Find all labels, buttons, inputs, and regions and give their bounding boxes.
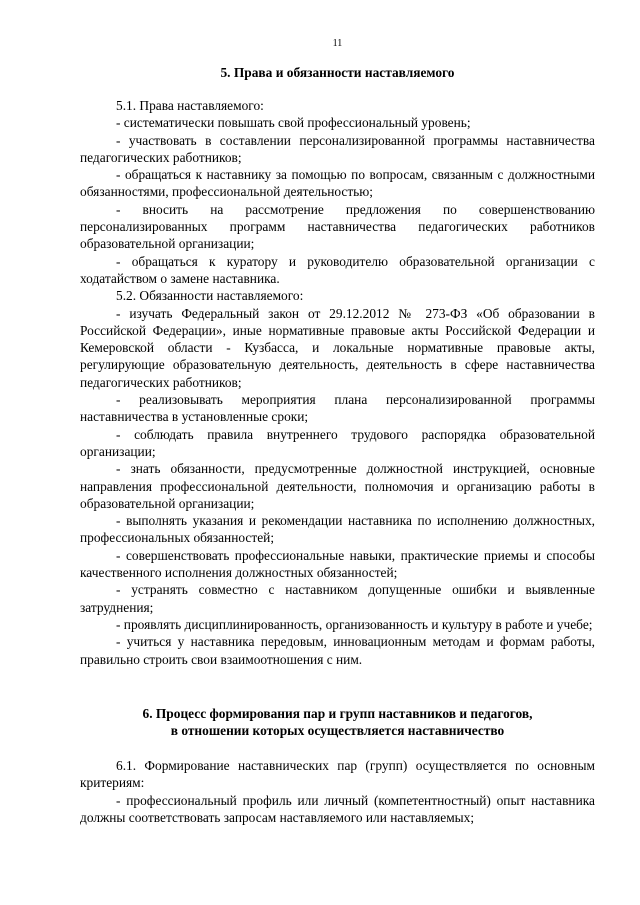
section-5-heading — [80, 64, 595, 81]
paragraph: - вносить на рассмотрение предложения по совершенствованию персонализированных программ наставничества педагогических работников образовательной организации; — [80, 201, 595, 252]
paragraph: - участвовать в составлении персонализированной программы наставничества педагогических работников; — [80, 132, 595, 165]
paragraph: - проявлять дисциплинированность, организованность и культуру в работе и учебе; — [116, 616, 593, 632]
paragraph: - совершенствовать профессиональные навыки, практические приемы и способы качественного исполнения должностных обязанностей; — [80, 547, 595, 581]
page-number: 11 — [332, 38, 343, 49]
paragraph: - учиться у наставника передовым, инновационным методам и формам работы, правильно строить свои взаимоотношения с ним. — [80, 634, 595, 667]
paragraph: - устранять совместно с наставником допущенные ошибки и выявленные затруднения; — [80, 582, 595, 615]
paragraph: - обращаться к куратору и руководителю образовательной организации с ходатайством о замене наставника. — [80, 253, 595, 286]
section-6-body — [80, 757, 595, 826]
paragraph: 6.1. Формирование наставнических пар (групп) осуществляется по основным критериям: — [80, 758, 595, 791]
paragraph: - выполнять указания и рекомендации наставника по исполнению должностных, профессиональных обязанностей; — [80, 513, 595, 546]
paragraph: - знать обязанности, предусмотренные должностной инструкцией, основные направления профессиональной деятельности, полномочия и организацию работы в образовательной организации; — [80, 461, 595, 511]
section-6-heading — [80, 705, 595, 740]
section-5-title: 5. Права и обязанности наставляемого — [220, 65, 455, 80]
paragraph: 5.1. Права наставляемого: — [116, 98, 264, 113]
section-6-title-line-2: в отношении которых осуществляется наставничество — [170, 723, 505, 739]
paragraph: - реализовывать мероприятия плана персонализированной программы наставничества в установленные сроки; — [80, 392, 595, 425]
paragraph: 5.2. Обязанности наставляемого: — [116, 288, 304, 304]
paragraph: - соблюдать правила внутреннего трудового распорядка образовательной организации; — [80, 426, 595, 459]
paragraph: - профессиональный профиль или личный (компетентностный) опыт наставника должны соответствовать запросам наставляемого или наставляемых; — [80, 792, 595, 825]
paragraph: - изучать Федеральный закон от 29.12.2012 № 273-ФЗ «Об образовании в Российской Федерации», иные нормативные правовые акты Российской Федерации и Кемеровской области - Кузбасса, и локальные нормативные правовые акты, регулирующие образовательную деятельность, деятельность в сфере наставничества педагогических работников; — [80, 305, 595, 390]
paragraph: - систематически повышать свой профессиональный уровень; — [116, 115, 471, 131]
section-6-title-line-1: 6. Процесс формирования пар и групп наставников и педагогов, — [142, 706, 533, 721]
section-5-body — [80, 97, 595, 668]
paragraph: - обращаться к наставнику за помощью по вопросам, связанным с должностными обязанностями, профессиональной деятельностью; — [80, 167, 595, 200]
